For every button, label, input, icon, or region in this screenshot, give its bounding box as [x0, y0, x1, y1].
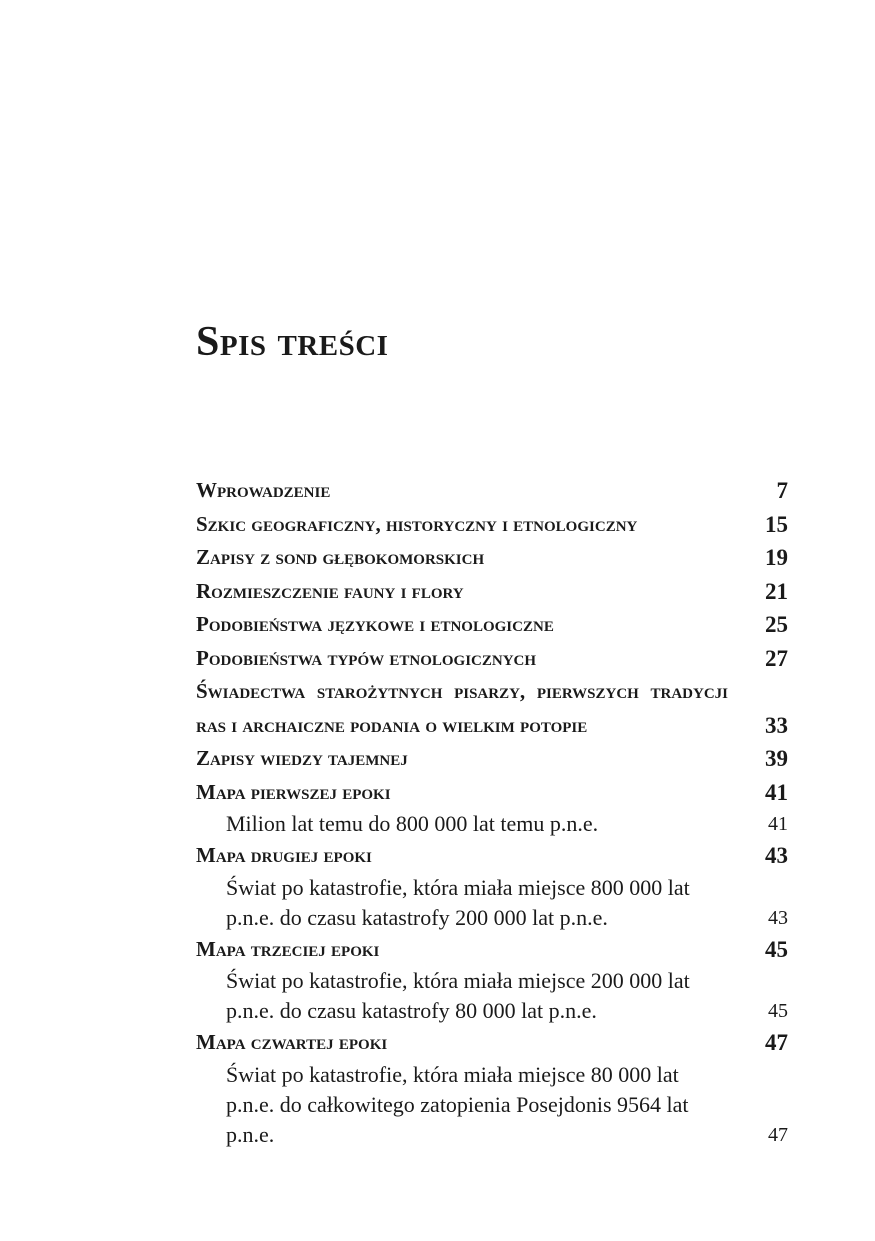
toc-entry-page: 25	[765, 612, 788, 637]
toc-entry-title: Zapisy wiedzy tajemnej	[196, 746, 408, 770]
toc-entry-title: Mapa pierwszej epoki	[196, 779, 391, 804]
toc-entry-title: Szkic geograficzny, historyczny i etnologiczny	[196, 511, 638, 536]
toc-entry-title: Rozmieszczenie fauny i flory	[196, 578, 464, 603]
toc-entry-title: Mapa trzeciej epoki	[196, 936, 380, 961]
toc-entry[interactable]	[196, 508, 788, 542]
toc-entry-page: 27	[765, 645, 788, 671]
toc-entry[interactable]	[196, 575, 788, 609]
toc-entry-page: 7	[776, 478, 788, 503]
toc-entry[interactable]	[196, 675, 788, 742]
toc-entry-title: Świadectwa starożytnych pisarzy, pierwszych tradycji ras i archaiczne podania o wielkim potopie	[196, 679, 728, 737]
toc-subentry-title: Świat po katastrofie, która miała miejsce 80 000 lat p.n.e. do całkowitego zatopienia Posejdonis 9564 lat p.n.e.	[226, 1061, 689, 1147]
page-title: Spis treści	[196, 319, 389, 365]
table-of-contents	[196, 474, 788, 1150]
toc-entry-page: 33	[765, 712, 788, 738]
toc-entry[interactable]	[196, 474, 788, 508]
toc-entry[interactable]	[196, 933, 788, 967]
toc-entry[interactable]	[196, 776, 788, 810]
toc-entry-page: 41	[765, 779, 788, 805]
toc-subentry[interactable]	[196, 809, 788, 839]
toc-subentry[interactable]	[196, 1060, 788, 1150]
toc-entry-page: 15	[765, 511, 788, 537]
toc-subentry[interactable]	[196, 873, 788, 933]
toc-entry-title: Mapa drugiej epoki	[196, 843, 372, 867]
toc-entry-page: 45	[765, 936, 788, 962]
toc-subentry-page: 43	[768, 906, 788, 929]
toc-entry-page: 21	[765, 578, 788, 604]
toc-subentry-title: Świat po katastrofie, która miała miejsce 800 000 lat p.n.e. do czasu katastrofy 200 000 lat p.n.e.	[226, 874, 690, 930]
toc-entry-title: Wprowadzenie	[196, 478, 331, 502]
toc-subentry-title: Milion lat temu do 800 000 lat temu p.n.e.	[226, 811, 599, 836]
toc-subentry-page: 47	[768, 1123, 788, 1146]
toc-entry-page: 47	[765, 1030, 788, 1055]
toc-entry-title: Mapa czwartej epoki	[196, 1030, 388, 1054]
toc-entry-page: 43	[765, 843, 788, 868]
toc-entry-page: 39	[765, 746, 788, 771]
toc-entry-page: 19	[765, 545, 788, 570]
toc-subentry[interactable]	[196, 966, 788, 1026]
toc-subentry-page: 41	[768, 813, 788, 835]
toc-entry[interactable]	[196, 742, 788, 776]
toc-entry[interactable]	[196, 839, 788, 873]
toc-subentry-title: Świat po katastrofie, która miała miejsce 200 000 lat p.n.e. do czasu katastrofy 80 000 lat p.n.e.	[226, 968, 690, 1023]
toc-entry[interactable]	[196, 541, 788, 575]
toc-entry-title: Podobieństwa językowe i etnologiczne	[196, 612, 554, 636]
toc-entry[interactable]	[196, 642, 788, 676]
toc-entry[interactable]	[196, 1026, 788, 1060]
toc-entry-title: Zapisy z sond głębokomorskich	[196, 545, 485, 569]
toc-entry-title: Podobieństwa typów etnologicznych	[196, 645, 537, 670]
toc-subentry-page: 45	[768, 1000, 788, 1022]
toc-entry[interactable]	[196, 608, 788, 642]
